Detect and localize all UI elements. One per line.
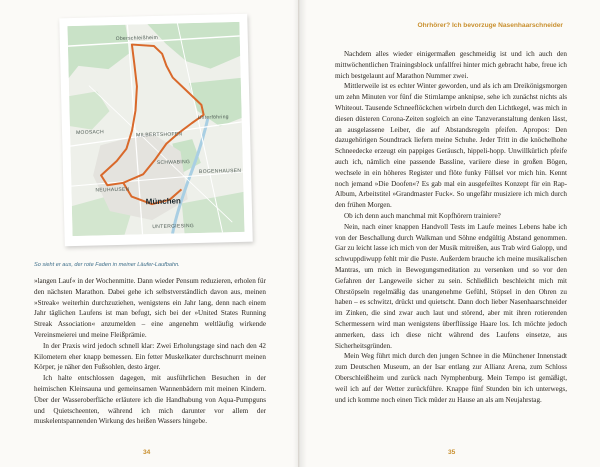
map-label-bogenhausen: BOGENHAUSEN [198, 167, 242, 175]
left-page [0, 0, 299, 467]
book-gutter [293, 0, 307, 467]
paragraph: Ich halte entschlossen dagegen, mit ausführlichen Besuchen in der heimischen Kleinsauna und gemeinsamen Wannenbädern mit meinen Kindern. Über der Wasseroberfläche erläutere ich die Handhabung von Aqua-Pumpguns und Quietscheenten, während ich mich darunter vor allem der muskelentspannenden Wirkung des heißen Wassers hingebe. [34, 374, 266, 426]
route-map-photo [59, 14, 253, 247]
map-label-unterfoehring: Unterföhring [197, 114, 229, 121]
paragraph: Ob ich denn auch manchmal mit Kopfhörern trainiere? [344, 211, 501, 220]
page-number-left: 34 [143, 449, 151, 456]
paragraph: Mittlerweile ist es echter Winter geworden, und als ich am Dreikönigsmorgen um zehn Minuten vor fünf die Stirnlampe anknipse, sehe ich zunächst nichts als Whiteout. Tausende Schneeflöckchen wirbeln durch den Lichtkegel, was mich in diesen düsteren Corona-Zeiten sogleich an eine Tanzveranstaltung denken lässt, an ausgelassene Leiber, die auf Abstandsregeln pfeifen. Apropos: Den dazugehörigen Soundtrack liefern meine Schuhe. Jeder Tritt in die knöchelhohe Schneedecke erzeugt ein pappiges Geräusch, hippeli-hopp. Unwillkürlich pfeife auch ich, nämlich eine passende Bassline, variiere diese in großen Bögen, wechsele in ein höheres Register und flöte funky Füllsel vor mich hin. Kennt noch jemand »Die Doofen«? Es gab mal ein ausgefeiltes Konzept für ein Rap-Album, Arbeitstitel »Grandmaster Fuck«. So ungefähr musiziere ich mich durch den frühen Morgen. [335, 82, 567, 210]
page-number-right: 35 [448, 449, 456, 456]
running-head: Ohrhörer? Ich bevorzuge Nasenhaarschneider [417, 22, 563, 29]
route-map [67, 22, 244, 236]
right-body-text [335, 49, 567, 405]
map-label-moosach: MOOSACH [75, 129, 105, 136]
map-label-neuhausen: NEUHAUSEN [95, 186, 130, 194]
paragraph: Mein Weg führt mich durch den jungen Schnee in die Münchener Innenstadt zum Deutschen Museum, an der Isar entlang zur Allianz Arena, zum Schloss Oberschleißheim und zurück nach Nymphenburg. Mein Tempo ist gemäßigt, weil ich auf der Wetter zurückführe. Knappe fünf Stunden bin ich unterwegs, und ich komme noch einen Tick müder zu Hause an als am Neujahrstag. [335, 352, 567, 404]
paragraph: »langen Lauf« in der Wochenmitte. Dann wieder Pensum reduzieren, erholen für den nächsten Marathon. Dabei gehe ich selbstverständlich davon aus, meinen »Streak« weiterhin durchzuziehen, wenigstens ein Jahr lang, denn nach einem Jahr täglichen Laufens ist man befugt, sich bei der »United States Running Streak Association« anzumelden – eine angenehm weltläufig wirkende Vereinsmeierei und meine Fleißprämie. [34, 277, 266, 339]
right-page [300, 0, 600, 467]
map-caption: So sieht er aus, der rote Faden in meiner Läufer-Laufbahn. [34, 262, 180, 268]
map-label-untergiesing: UNTERGIESING [152, 223, 195, 231]
map-label-muenchen: München [145, 196, 181, 207]
paragraph: Nachdem alles wieder einigermaßen geschmeidig ist und ich auch den mittwöchentlichen Trainingsblock unfallfrei hinter mich gebracht habe, freue ich mich bestgelaunt auf Marathon Nummer zwei. [335, 50, 567, 80]
map-label-oberschleissheim: Oberschleißheim [115, 34, 159, 42]
paragraph: In der Praxis wird jedoch schnell klar: Zwei Erholungstage sind nach den 42 Kilometern eher knapp bemessen. Ein fetter Muskelkater durchschnurrt meinen Körper, je näher den Fußsohlen, desto ärger. [34, 341, 266, 372]
paragraph: Nein, nach einer knappen Handvoll Tests im Laufe meines Lebens habe ich von der Beschallung durch Walkman und Söhne endgültig Abstand genommen. Gar zu leicht lasse ich mich von der Musik mitreißen, aus Trab wird Galopp, und schwuppdiwupp fehlt mir die Puste. Außerdem brauche ich meine musikalischen Mantras, um mich in Bewegungsmeditation zu versenken und so vor den Gefahren der Langeweile sicher zu sein. Schließlich beschleicht mich mit Ohrstöpseln regelmäßig das unangenehme Gefühl, Stöpsel in den Ohren zu haben – es schwitzt, drückt und quietscht. Dann doch lieber Nasenhaarschneider im Zinken, die sind zwar auch laut und störend, aber mit ihren rotierenden Schermessern wird man wenigstens überflüssige Haare los. Ich möchte jedoch anmerken, dass ich diese nicht während des Laufens einsetze, aus Sicherheitsgründen. [335, 222, 567, 350]
map-label-milbertshofen: MILBERTSHOFEN [136, 131, 183, 139]
map-label-schwabing: SCHWABING [156, 159, 191, 166]
left-body-text [34, 276, 266, 427]
